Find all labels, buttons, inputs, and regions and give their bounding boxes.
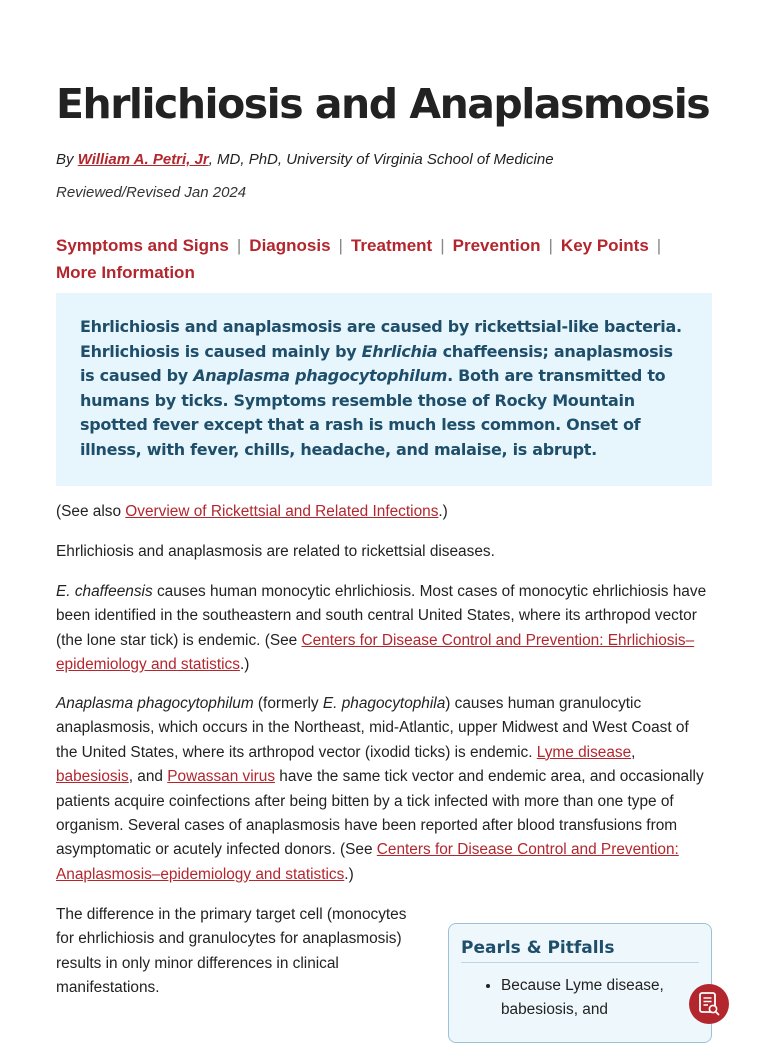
species-name: E. phagocytophila [322, 695, 446, 712]
nav-separator: | [236, 236, 242, 255]
pearls-item: • Because Lyme disease, babesiosis, and [501, 974, 701, 1022]
related-paragraph: Ehrlichiosis and anaplasmosis are related to rickettsial diseases. [56, 543, 495, 560]
pearls-title: Pearls & Pitfalls [461, 938, 699, 963]
summary-part: . Both are transmitted to humans by ticks. Symptoms resemble those of Rocky Mountain spotted fever except that a rash is much less common. Onset of illness, with fever, chills, headache, and malaise, is abrupt. [80, 366, 666, 459]
paragraph-text: ) causes human granulocytic anaplasmosis, which occurs in the Northeast, mid-Atlantic, upper Midwest and West Coast of the United States, where its arthropod vector (ixodid ticks) is endemic. [56, 695, 689, 761]
summary-italic: Anaplasma phagocytophilum [193, 366, 448, 385]
powassan-virus-link[interactable]: Powassan virus [167, 768, 276, 786]
nav-separator: | [338, 236, 343, 255]
document-search-icon [697, 991, 721, 1017]
cdc-anaplasmosis-link[interactable]: Centers for Disease Control and Prevention: Anaplasmosis–epidemiology and statistics [56, 841, 679, 883]
paragraph-text: .) [344, 865, 354, 883]
nav-prevention[interactable]: Prevention [452, 236, 541, 255]
document-search-button[interactable] [689, 984, 729, 1024]
summary-part: chaffeensis; anaplasmosis is caused by [80, 341, 673, 385]
reviewed-date: Reviewed/Revised Jan 2024 [56, 184, 247, 201]
nav-more-information[interactable]: More Information [56, 263, 195, 282]
babesiosis-link[interactable]: babesiosis [56, 768, 129, 786]
nav-key-points[interactable]: Key Points [560, 236, 649, 255]
nav-separator: | [440, 236, 445, 255]
see-also-suffix: .) [438, 503, 448, 520]
summary-text [80, 315, 688, 462]
species-name: Anaplasma phagocytophilum [56, 695, 254, 712]
summary-part: Ehrlichiosis and anaplasmosis are caused by rickettsial-like bacteria. Ehrlichiosis is caused mainly by [80, 317, 682, 361]
author-link[interactable]: William A. Petri, Jr [77, 151, 209, 168]
section-nav [56, 232, 716, 286]
byline-affiliation: , MD, PhD, University of Virginia School of Medicine [208, 151, 554, 168]
paragraph-text: .) [239, 656, 250, 674]
nav-diagnosis[interactable]: Diagnosis [249, 236, 331, 255]
species-name: E. chaffeensis [56, 583, 153, 600]
pearls-and-pitfalls-box [448, 923, 712, 1043]
see-also-paragraph [56, 500, 712, 524]
cdc-ehrlichiosis-link[interactable]: Centers for Disease Control and Prevention: Ehrlichiosis–epidemiology and statistics [56, 631, 695, 674]
paragraph-text: (formerly [253, 695, 323, 712]
page-title: Ehrlichiosis and Anaplasmosis [56, 80, 710, 128]
paragraph-text: , [631, 743, 636, 761]
byline [56, 151, 554, 168]
difference-paragraph: The difference in the primary target cell (monocytes for ehrlichiosis and granulocytes for anaplasmosis) results in only minor differences in clinical manifestations. [56, 906, 407, 997]
anaplasma-paragraph [56, 692, 712, 887]
nav-symptoms-and-signs[interactable]: Symptoms and Signs [56, 236, 229, 255]
nav-separator: | [548, 236, 553, 255]
pearls-list [461, 974, 701, 1022]
nav-treatment[interactable]: Treatment [350, 236, 433, 255]
summary-box [56, 293, 712, 486]
see-also-prefix: (See also [56, 503, 126, 520]
summary-italic: Ehrlichia [361, 341, 438, 361]
overview-link[interactable]: Overview of Rickettsial and Related Infections [125, 503, 439, 520]
paragraph-text: causes human monocytic ehrlichiosis. Most cases of monocytic ehrlichiosis have been identified in the southeastern and south central United States, where its arthropod vector (the lone star tick) is endemic. (See [56, 583, 707, 649]
byline-prefix: By [56, 151, 78, 168]
paragraph-text: , and [128, 768, 168, 786]
paragraph-text: have the same tick vector and endemic area, and occasionally patients acquire coinfections after being bitten by a tick infected with more than one type of organism. Several cases of anaplasmosis have been reported after blood transfusions from asymptomatic or acutely infected donors. (See [56, 768, 704, 859]
lyme-disease-link[interactable]: Lyme disease [536, 743, 632, 761]
nav-separator: | [656, 236, 662, 255]
chaffeensis-paragraph [56, 580, 712, 678]
